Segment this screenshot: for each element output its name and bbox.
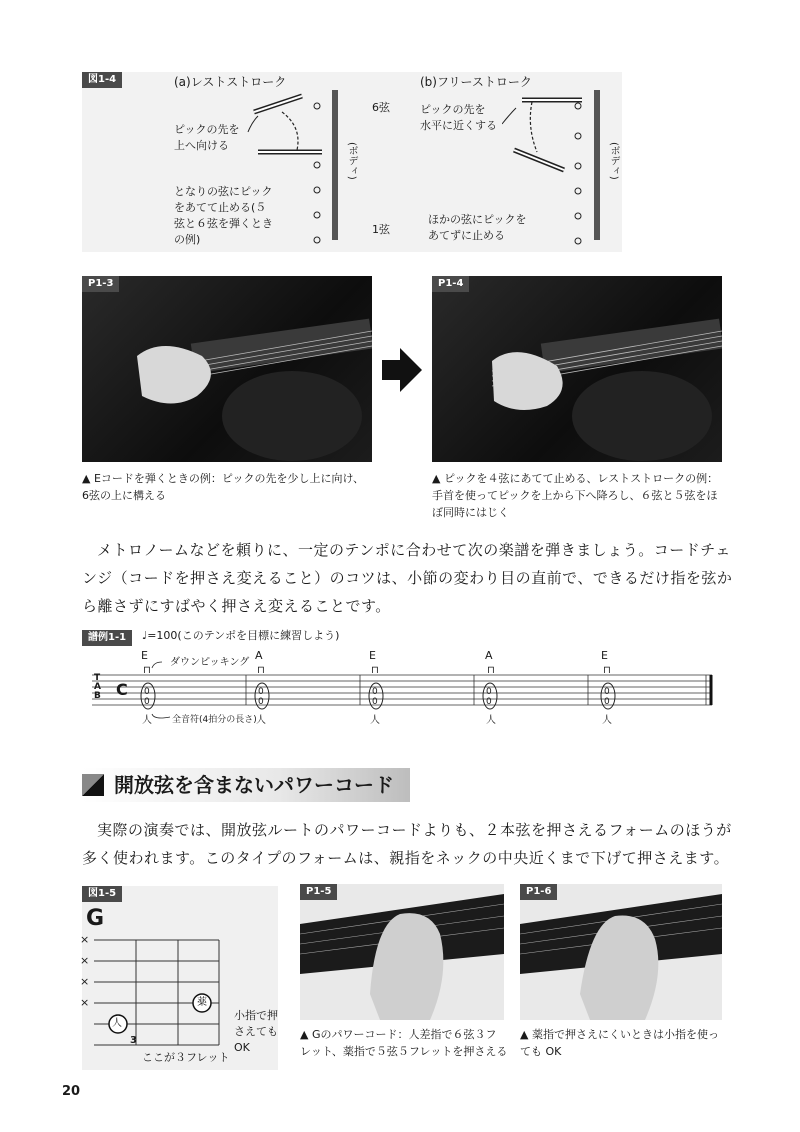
down-pick-mark: ⊓: [487, 665, 495, 676]
fret-number: 0: [604, 697, 610, 707]
photo-p1-3-caption: ▲ Eコードを弾くときの例：ピックの先を少し上に向け、 6弦の上に構える: [82, 472, 365, 502]
rest-stroke-note-stop: となりの弦にピック をあてて止める(５ 弦と６弦を弾くとき の例): [174, 185, 273, 246]
body-paragraph-1: メトロノームなどを頼りに、一定のテンポに合わせて次の楽譜を弾きましょう。コードチェ ンジ（コードを押さえ変えること）のコツは、小節の変わり目の直前で、できるだけ指を弦か ら離さずにすばやく押さえ変えることです。: [82, 541, 733, 615]
body-label-b: (ボディ): [608, 142, 619, 180]
figure-1-4: [82, 72, 622, 252]
photo-label: P1-5: [300, 884, 337, 900]
fret-note: ここが３フレット: [142, 1051, 230, 1064]
mute-mark: ×: [80, 954, 90, 967]
mute-mark: ×: [80, 996, 90, 1009]
body-paragraph-2: 実際の演奏では、開放弦ルートのパワーコードよりも、２本弦を押さえるフォームのほうが 多く使われます。このタイプのフォームは、親指をネックの中央近くまで下げて押さえます。: [82, 821, 732, 867]
finger-ring: 薬: [197, 997, 207, 1008]
fret-number: 0: [258, 687, 264, 697]
fret-number: 0: [144, 687, 150, 697]
rest-stroke-note-pick: ピックの先を 上へ向ける: [174, 123, 240, 152]
down-pick-mark: ⊓: [143, 665, 151, 676]
photo-p1-6-hand: [520, 884, 722, 1020]
time-signature: C: [116, 680, 128, 699]
fret-number: 3: [130, 1035, 137, 1046]
photo-p1-5: [300, 884, 504, 1020]
photo-p1-6-caption: ▲ 薬指で押さえにくいときは小指を使っ ても OK: [520, 1028, 719, 1058]
free-stroke-diagram: [502, 82, 602, 252]
finger-index: 人: [602, 715, 612, 726]
fret-number: 0: [372, 697, 378, 707]
photo-p1-3-guitar: [82, 276, 372, 462]
photo-p1-4: [432, 276, 722, 462]
chord-name: E: [601, 649, 608, 662]
down-pick-mark: ⊓: [257, 665, 265, 676]
downpicking-label: ダウンピッキング: [170, 657, 250, 668]
tempo-marking: ♩=100(このテンポを目標に練習しよう): [142, 629, 340, 642]
photo-p1-5-hand: [300, 884, 504, 1020]
photo-p1-6: [520, 884, 722, 1020]
body-bar-b: [594, 90, 600, 240]
heading-marker-icon: [82, 774, 104, 796]
string-6-label: 6弦: [372, 101, 390, 114]
body-label-a: (ボディ): [346, 142, 357, 180]
finger-index: 人: [486, 715, 496, 726]
page-number: 20: [62, 1084, 81, 1099]
tab-clef: T A B: [94, 673, 101, 701]
photo-p1-4-guitar: [432, 276, 722, 462]
section-heading: [82, 768, 410, 802]
photo-label: P1-6: [520, 884, 557, 900]
mute-mark: ×: [80, 933, 90, 946]
arrow-right-icon: [382, 348, 422, 392]
rest-stroke-title: (a)レストストローク: [174, 75, 287, 89]
example-label: 譜例1-1: [82, 630, 132, 646]
fret-number: 0: [486, 697, 492, 707]
finger-index: 人: [370, 715, 380, 726]
fret-number: 0: [372, 687, 378, 697]
finger-index: 人: [112, 1018, 122, 1029]
fret-number: 0: [144, 697, 150, 707]
fret-number: 0: [258, 697, 264, 707]
heading-text: 開放弦を含まないパワーコード: [114, 773, 394, 797]
string-1-label: 1弦: [372, 223, 390, 236]
chord-name: E: [141, 649, 148, 662]
chord-name: E: [369, 649, 376, 662]
finger-index: 人: [256, 715, 266, 726]
whole-note-label: 全音符(4拍分の長さ): [172, 715, 257, 725]
pinky-note: 小指で押 さえても OK: [234, 1009, 278, 1054]
fret-number: 0: [604, 687, 610, 697]
photo-p1-4-caption: ▲ ピックを４弦にあてて止める、レストストロークの例： 手首を使ってピックを上から下へ降ろし、６弦と５弦をほ ぼ同時にはじく: [432, 472, 719, 519]
chord-name: A: [485, 649, 493, 662]
free-stroke-note-stop: ほかの弦にピックを あてずに止める: [428, 213, 527, 242]
free-stroke-note-pick: ピックの先を 水平に近くする: [420, 103, 497, 132]
chord-diagram: [94, 938, 224, 1048]
fret-number: 0: [486, 687, 492, 697]
photo-p1-5-caption: ▲ Gのパワーコード：人差指で６弦３フ レット、薬指で５弦５フレットを押さえる: [300, 1028, 508, 1058]
chord-name: A: [255, 649, 263, 662]
photo-p1-3: [82, 276, 372, 462]
tab-staff: [82, 640, 722, 740]
down-pick-mark: ⊓: [603, 665, 611, 676]
photo-label: P1-4: [432, 276, 469, 292]
figure-label: 図1-5: [82, 886, 122, 902]
mute-mark: ×: [80, 975, 90, 988]
chord-name: G: [86, 906, 105, 931]
figure-label: 図1-4: [82, 72, 122, 88]
figure-1-5: [82, 886, 278, 1070]
free-stroke-title: (b)フリーストローク: [420, 75, 532, 89]
down-pick-mark: ⊓: [371, 665, 379, 676]
finger-index: 人: [142, 715, 152, 726]
photo-label: P1-3: [82, 276, 119, 292]
body-bar-a: [332, 90, 338, 240]
